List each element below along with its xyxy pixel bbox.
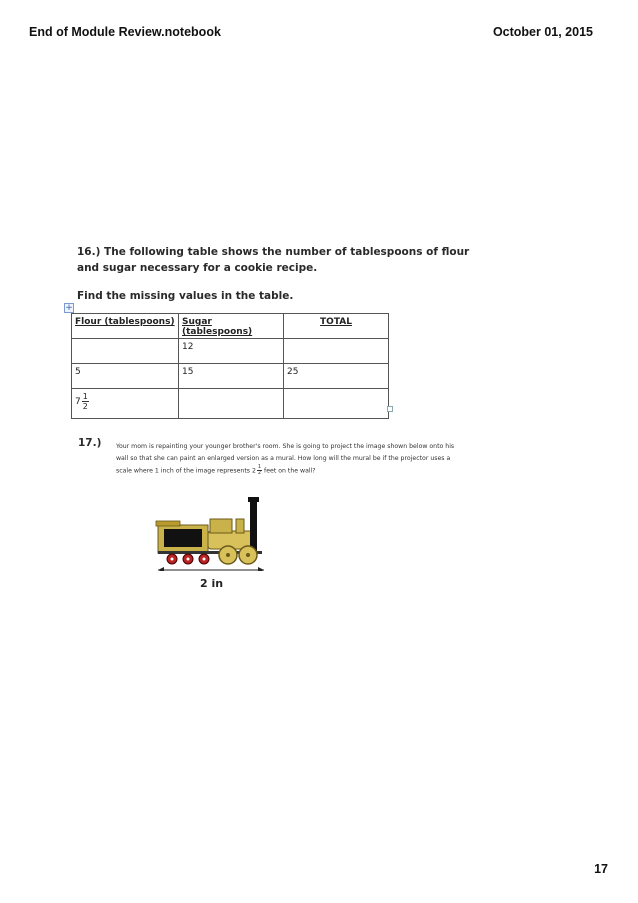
table-cell: 15 <box>179 364 284 389</box>
table-resize-handle[interactable] <box>387 406 393 412</box>
page-number: 17 <box>594 862 608 876</box>
question-16-instruction: Find the missing values in the table. <box>77 290 294 302</box>
column-header-total: TOTAL <box>284 314 389 339</box>
recipe-table <box>71 313 389 419</box>
table-cell <box>72 339 179 364</box>
table-cell <box>179 389 284 419</box>
table-cell <box>284 389 389 419</box>
question-17-prompt <box>116 441 461 478</box>
table-header-row <box>72 314 389 339</box>
table-cell: 5 <box>72 364 179 389</box>
column-header-sugar: Sugar (tablespoons) <box>179 314 284 339</box>
notebook-title: End of Module Review.notebook <box>29 25 221 39</box>
page-date: October 01, 2015 <box>492 25 593 39</box>
fraction-whole: 2 <box>251 467 256 475</box>
column-header-flour: Flour (tablespoons) <box>72 314 179 339</box>
train-image <box>152 489 272 571</box>
table-row <box>72 364 389 389</box>
table-row <box>72 389 389 419</box>
question-17-number: 17.) <box>78 437 102 449</box>
mixed-number-whole: 7 <box>75 397 81 407</box>
table-cell: 12 <box>179 339 284 364</box>
table-row <box>72 339 389 364</box>
question-17-text-after: feet on the wall? <box>262 467 316 475</box>
fraction <box>82 392 89 411</box>
table-cell-mixed-number <box>72 389 179 419</box>
fraction-numerator: 1 <box>82 392 88 401</box>
question-17-text-before: Your mom is repainting your younger brother's room. She is going to project the image shown below onto his wall so that she can paint an enlarged version as a mural. How long will the mural be if the projector uses a scale where 1 inch of the image represents <box>116 443 455 475</box>
fraction-denominator: 2 <box>82 402 88 411</box>
table-move-handle-icon[interactable]: + <box>65 303 73 313</box>
table-cell: 25 <box>284 364 389 389</box>
table-cell <box>284 339 389 364</box>
fraction-denominator: 2 <box>257 470 262 476</box>
image-dimension-label: 2 in <box>200 577 224 590</box>
fraction-numerator: 1 <box>257 464 262 470</box>
question-16-prompt: 16.) The following table shows the number of tablespoons of flour and sugar necessary for a cookie recipe. <box>77 246 470 274</box>
